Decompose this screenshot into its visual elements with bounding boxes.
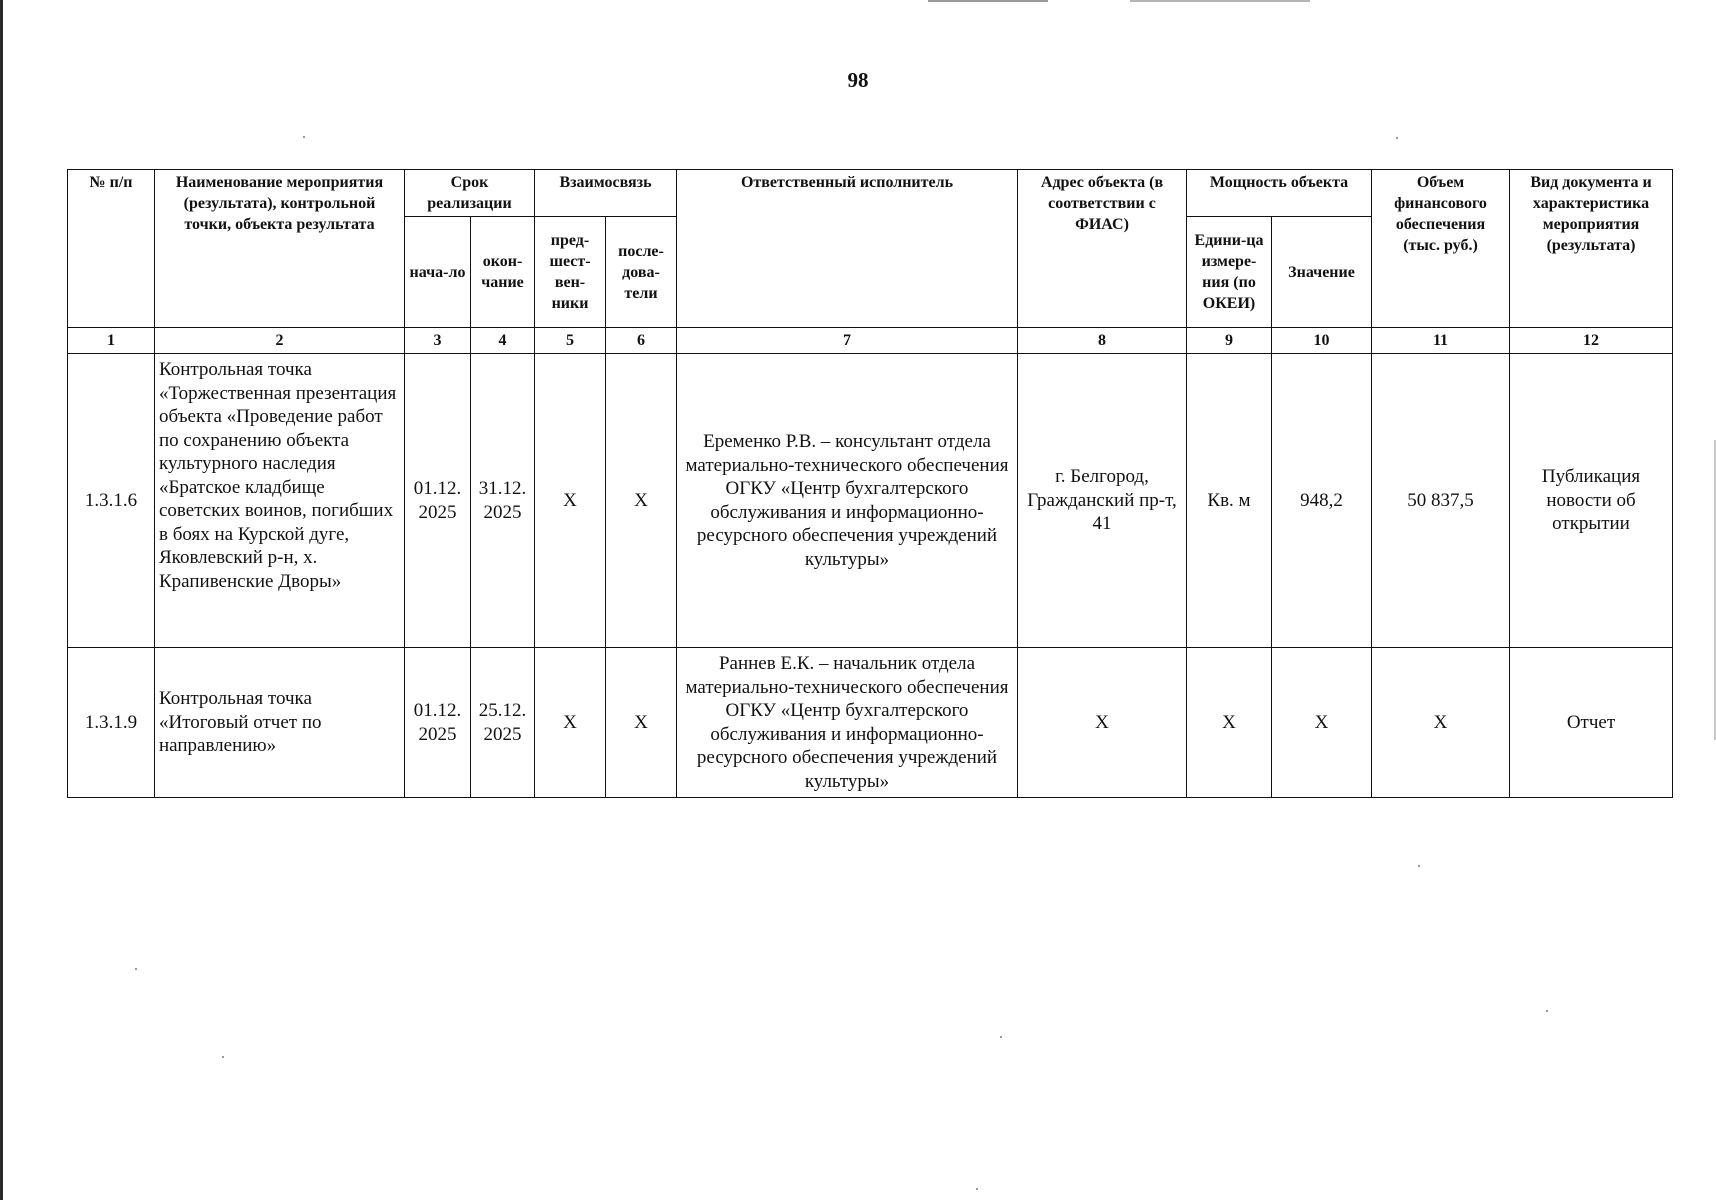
- header-relation-next: после-дова-тели: [606, 217, 677, 328]
- table-row: [68, 648, 1673, 798]
- row-successors: Х: [606, 648, 677, 798]
- row-predecessors: Х: [535, 648, 606, 798]
- activity-plan-table: [67, 169, 1673, 798]
- column-number: 4: [471, 328, 535, 354]
- row-finance: 50 837,5: [1372, 354, 1510, 648]
- header-term-start: нача-ло: [405, 217, 471, 328]
- column-number: 10: [1272, 328, 1372, 354]
- column-number-row: [68, 328, 1673, 354]
- header-document: Вид документа и характеристика мероприятия (результата): [1510, 170, 1673, 328]
- header-responsible: Ответственный исполнитель: [677, 170, 1018, 328]
- scan-speck: [1396, 137, 1398, 139]
- row-start-date: 01.12. 2025: [405, 354, 471, 648]
- row-document: Публикация новости об открытии: [1510, 354, 1673, 648]
- header-finance: Объем финансового обеспечения (тыс. руб.): [1372, 170, 1510, 328]
- table-row: [68, 354, 1673, 648]
- row-finance: Х: [1372, 648, 1510, 798]
- column-number: 3: [405, 328, 471, 354]
- header-relation: Взаимосвязь: [535, 170, 677, 217]
- scan-speck: [303, 136, 305, 138]
- scan-speck: [976, 1188, 978, 1190]
- row-unit: Х: [1187, 648, 1272, 798]
- header-num: № п/п: [68, 170, 155, 328]
- scan-border-top: [928, 0, 1048, 2]
- scan-speck: [135, 968, 137, 970]
- column-number: 9: [1187, 328, 1272, 354]
- header-capacity: Мощность объекта: [1187, 170, 1372, 217]
- row-unit: Кв. м: [1187, 354, 1272, 648]
- scan-speck: [1000, 1036, 1002, 1038]
- row-end-date: 25.12. 2025: [471, 648, 535, 798]
- row-responsible: Еременко Р.В. – консультант отдела материально-технического обеспечения ОГКУ «Центр бухгалтерского обслуживания и информационно-ресурсного обеспечения учреждений культуры»: [677, 354, 1018, 648]
- column-number: 5: [535, 328, 606, 354]
- scan-speck: [1418, 865, 1420, 867]
- header-address: Адрес объекта (в соответствии с ФИАС): [1018, 170, 1187, 328]
- column-number: 7: [677, 328, 1018, 354]
- row-name: Контрольная точка «Торжественная презентация объекта «Проведение работ по сохранению объекта культурного наследия «Братское кладбище советских воинов, погибших в боях на Курской дуге, Яковлевский р-н, х. Крапивенские Дворы»: [155, 354, 405, 648]
- row-predecessors: Х: [535, 354, 606, 648]
- column-number: 1: [68, 328, 155, 354]
- header-capacity-value: Значение: [1272, 217, 1372, 328]
- row-value: 948,2: [1272, 354, 1372, 648]
- header-term: Срок реализации: [405, 170, 535, 217]
- row-successors: Х: [606, 354, 677, 648]
- row-num: 1.3.1.6: [68, 354, 155, 648]
- header-name: Наименование мероприятия (результата), контрольной точки, объекта результата: [155, 170, 405, 328]
- column-number: 8: [1018, 328, 1187, 354]
- column-number: 6: [606, 328, 677, 354]
- row-value: Х: [1272, 648, 1372, 798]
- row-document: Отчет: [1510, 648, 1673, 798]
- row-start-date: 01.12. 2025: [405, 648, 471, 798]
- column-number: 2: [155, 328, 405, 354]
- row-address: г. Белгород, Гражданский пр-т, 41: [1018, 354, 1187, 648]
- header-relation-pred: пред-шест-вен-ники: [535, 217, 606, 328]
- header-term-end: окон-чание: [471, 217, 535, 328]
- row-end-date: 31.12. 2025: [471, 354, 535, 648]
- row-num: 1.3.1.9: [68, 648, 155, 798]
- row-name: Контрольная точка «Итоговый отчет по направлению»: [155, 648, 405, 798]
- header-row: [68, 170, 1673, 217]
- scan-speck: [1546, 1010, 1548, 1012]
- page-number: 98: [847, 68, 869, 92]
- scan-border-top: [1130, 0, 1310, 2]
- row-responsible: Раннев Е.К. – начальник отдела материально-технического обеспечения ОГКУ «Центр бухгалтерского обслуживания и информационно-ресурсного обеспечения учреждений культуры»: [677, 648, 1018, 798]
- column-number: 12: [1510, 328, 1673, 354]
- scan-speck: [222, 1056, 224, 1058]
- row-address: Х: [1018, 648, 1187, 798]
- column-number: 11: [1372, 328, 1510, 354]
- scan-border-left: [0, 0, 3, 1200]
- header-capacity-unit: Едини-ца измере-ния (по ОКЕИ): [1187, 217, 1272, 328]
